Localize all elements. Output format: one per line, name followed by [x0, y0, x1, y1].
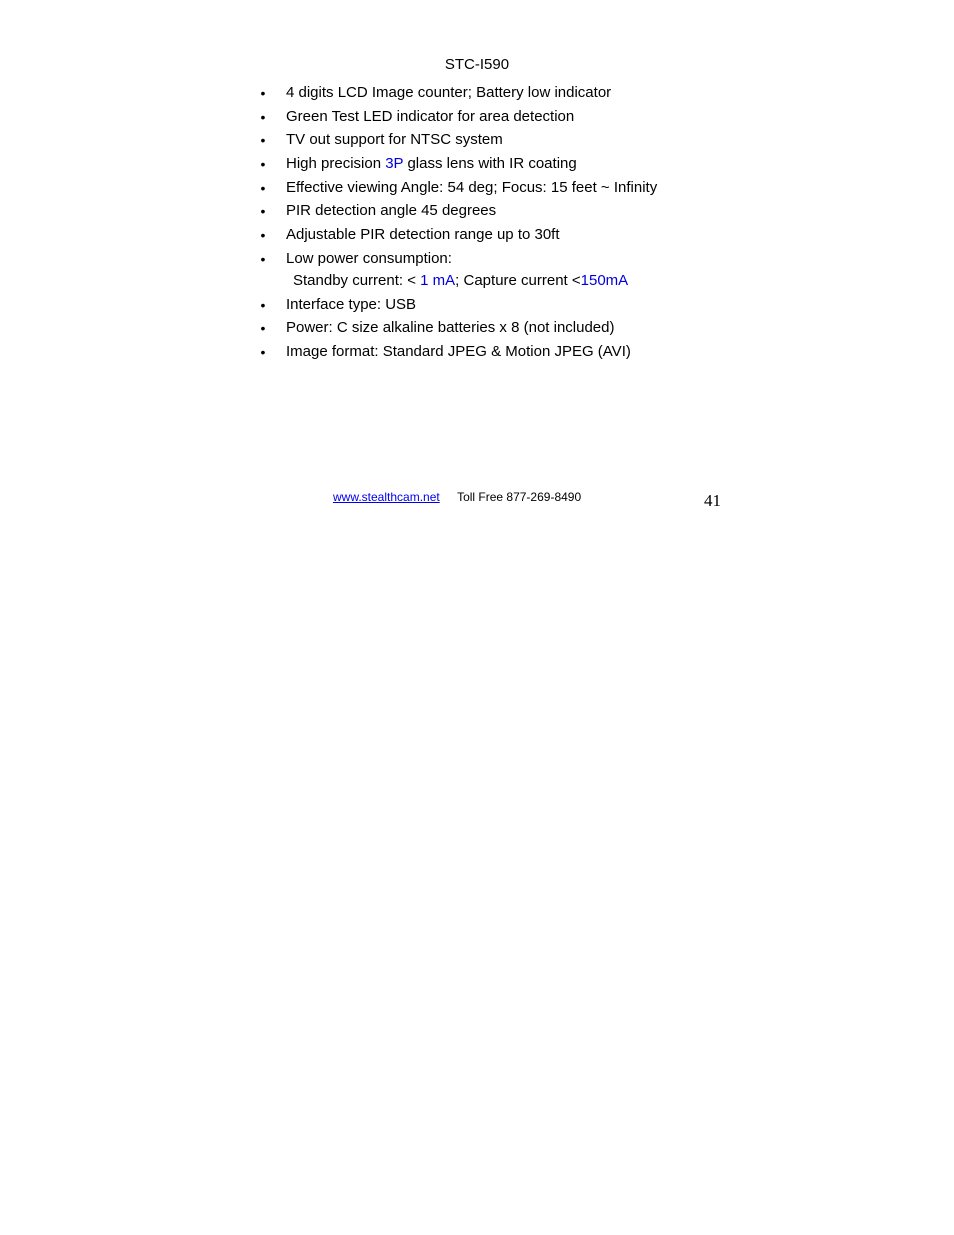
feature-text: Effective viewing Angle: 54 deg; Focus: 15 feet ~ Infinity	[286, 178, 658, 196]
bullet-icon: •	[260, 179, 266, 196]
feature-highlight-text: 3P	[385, 155, 404, 173]
bullet-icon: •	[260, 320, 266, 337]
bullet-icon: •	[260, 108, 266, 125]
feature-text: TV out support for NTSC system	[286, 131, 503, 149]
feature-item	[252, 84, 657, 102]
feature-item	[252, 319, 657, 337]
bullet-icon: •	[260, 227, 266, 244]
feature-item	[252, 202, 657, 220]
feature-highlight-text: 1 mA	[420, 271, 456, 289]
feature-subline	[286, 272, 657, 290]
bullet-icon: •	[260, 343, 266, 360]
document-model-header: STC-I590	[444, 56, 510, 73]
website-link[interactable]: www.stealthcam.net	[333, 490, 440, 504]
bullet-icon: •	[260, 85, 266, 101]
feature-text: 4 digits LCD Image counter; Battery low indicator	[286, 84, 612, 101]
feature-text: ; Capture current <	[455, 271, 581, 289]
feature-text: PIR detection angle 45 degrees	[286, 202, 497, 220]
bullet-icon: •	[260, 132, 266, 149]
bullet-icon: •	[260, 203, 266, 220]
bullet-icon: •	[260, 250, 266, 267]
feature-text: Adjustable PIR detection range up to 30ft	[286, 226, 560, 244]
bullet-icon: •	[260, 296, 266, 313]
feature-text: Image format: Standard JPEG & Motion JPEG (AVI)	[286, 342, 631, 360]
feature-text: Low power consumption:	[286, 249, 452, 267]
feature-text: High precision	[286, 155, 386, 173]
page-footer	[333, 490, 581, 505]
feature-item	[252, 131, 657, 149]
feature-text: Power: C size alkaline batteries x 8 (not included)	[286, 319, 615, 337]
feature-item	[252, 226, 657, 244]
feature-text: Green Test LED indicator for area detection	[286, 107, 575, 125]
feature-text: glass lens with IR coating	[403, 155, 577, 173]
toll-free-number: Toll Free 877-269-8490	[457, 490, 582, 504]
feature-list	[252, 84, 657, 367]
page-number: 41	[704, 491, 721, 510]
feature-highlight-text: 150mA	[580, 271, 629, 289]
feature-item	[252, 296, 657, 314]
feature-item	[252, 108, 657, 126]
bullet-icon: •	[260, 156, 266, 173]
feature-item	[252, 155, 657, 173]
feature-item	[252, 179, 657, 197]
feature-text: Interface type: USB	[286, 295, 417, 313]
feature-item	[252, 343, 657, 361]
feature-item	[252, 250, 657, 290]
feature-text: Standby current: <	[293, 271, 421, 289]
